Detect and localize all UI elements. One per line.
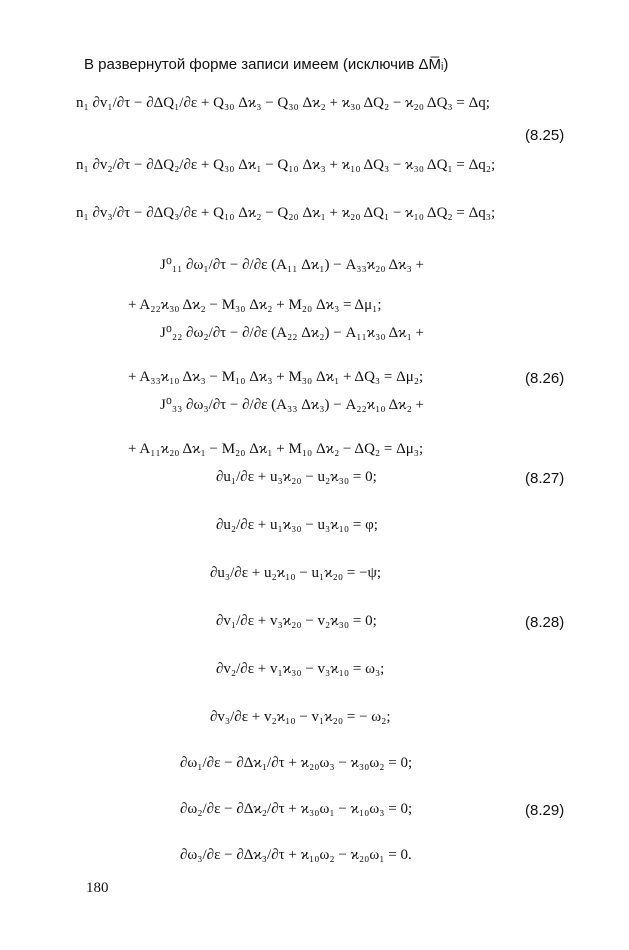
equation-8-27-2: ∂u₂/∂ε + u₁ϰ₃₀ − u₃ϰ₁₀ = φ; — [216, 517, 378, 533]
equation-8-28-2: ∂v₂/∂ε + v₁ϰ₃₀ − v₃ϰ₁₀ = ω₃; — [216, 661, 385, 677]
intro-text: В развернутой форме записи имеем (исключив ΔM̅ᵢ) — [84, 56, 449, 73]
equation-8-26-1b: + A₂₂ϰ₃₀ Δϰ₂ − M₃₀ Δϰ₂ + M₂₀ Δϰ₃ = Δμ₁; — [128, 297, 382, 313]
equation-8-29-2: ∂ω₂/∂ε − ∂Δϰ₂/∂τ + ϰ₃₀ω₁ − ϰ₁₀ω₃ = 0; — [180, 801, 413, 817]
equation-number-8-26: (8.26) — [525, 370, 565, 387]
equation-number-8-29: (8.29) — [525, 802, 565, 819]
equation-8-27-1: ∂u₁/∂ε + u₃ϰ₂₀ − u₂ϰ₃₀ = 0; — [216, 469, 377, 485]
equation-8-26-2a: J⁰₂₂ ∂ω₂/∂τ − ∂/∂ε (A₂₂ Δϰ₂) − A₁₁ϰ₃₀ Δϰ₁ + — [160, 325, 425, 341]
equation-8-27-3: ∂u₃/∂ε + u₂ϰ₁₀ − u₁ϰ₂₀ = −ψ; — [210, 565, 382, 581]
equation-8-29-1: ∂ω₁/∂ε − ∂Δϰ₁/∂τ + ϰ₂₀ω₃ − ϰ₃₀ω₂ = 0; — [180, 755, 413, 771]
equation-8-29-3: ∂ω₃/∂ε − ∂Δϰ₃/∂τ + ϰ₁₀ω₂ − ϰ₂₀ω₁ = 0. — [180, 847, 412, 863]
equation-8-26-3a: J⁰₃₃ ∂ω₃/∂τ − ∂/∂ε (A₃₃ Δϰ₃) − A₂₂ϰ₁₀ Δϰ₂ + — [160, 397, 425, 413]
equation-8-28-1: ∂v₁/∂ε + v₃ϰ₂₀ − v₂ϰ₃₀ = 0; — [216, 613, 377, 629]
equation-number-8-28: (8.28) — [525, 614, 565, 631]
equation-8-26-1a: J⁰₁₁ ∂ω₁/∂τ − ∂/∂ε (A₁₁ Δϰ₁) − A₃₃ϰ₂₀ Δϰ₃ + — [160, 257, 425, 273]
equation-8-25-3: n₁ ∂v₃/∂τ − ∂ΔQ₃/∂ε + Q₁₀ Δϰ₂ − Q₂₀ Δϰ₁ + ϰ₂₀ ΔQ₁ − ϰ₁₀ ΔQ₂ = Δq₃; — [76, 205, 496, 221]
equation-8-28-3: ∂v₃/∂ε + v₂ϰ₁₀ − v₁ϰ₂₀ = − ω₂; — [210, 709, 391, 725]
equation-number-8-25: (8.25) — [525, 127, 565, 144]
equation-8-25-2: n₁ ∂v₂/∂τ − ∂ΔQ₂/∂ε + Q₃₀ Δϰ₁ − Q₁₀ Δϰ₃ + ϰ₁₀ ΔQ₃ − ϰ₃₀ ΔQ₁ = Δq₂; — [76, 157, 496, 173]
equation-8-26-2b: + A₃₃ϰ₁₀ Δϰ₃ − M₁₀ Δϰ₃ + M₃₀ Δϰ₁ + ΔQ₃ = Δμ₂; — [128, 369, 424, 385]
equation-8-25-1: n₁ ∂v₁/∂τ − ∂ΔQ₁/∂ε + Q₃₀ Δϰ₃ − Q₃₀ Δϰ₂ + ϰ₃₀ ΔQ₂ − ϰ₂₀ ΔQ₃ = Δq; — [76, 95, 490, 111]
page-number: 180 — [86, 880, 109, 896]
equation-8-26-3b: + A₁₁ϰ₂₀ Δϰ₁ − M₂₀ Δϰ₁ + M₁₀ Δϰ₂ − ΔQ₂ = Δμ₃; — [128, 441, 424, 457]
equation-number-8-27: (8.27) — [525, 470, 565, 487]
